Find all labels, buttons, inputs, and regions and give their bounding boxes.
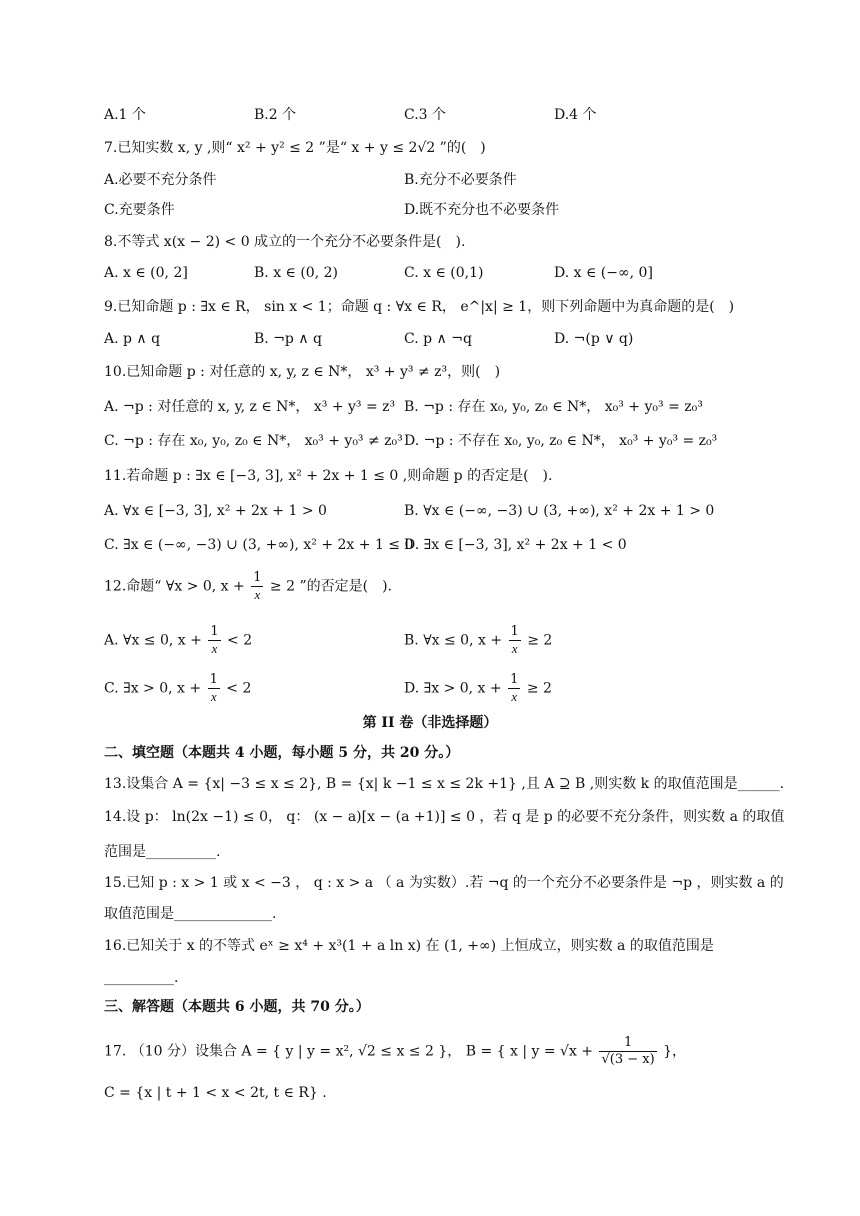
q17-pre: 17. （10 分）设集合 A = { y | y = x², √2 ≤ x ≤ 2 }， B = { x | y = √x + (104, 1043, 598, 1060)
q16-line1: 16.已知关于 x 的不等式 eˣ ≥ x⁴ + x³(1 + a ln x) 在 (1, +∞) 上恒成立，则实数 a 的取值范围是 (104, 938, 714, 954)
q12-option-c-num: 1 (209, 672, 218, 687)
q8-option-a: A. x ∈ (0, 2] (104, 265, 188, 281)
q10-option-c: C. ¬p : 存在 x₀, y₀, z₀ ∈ N*， x₀³ + y₀³ ≠ z₀³ (104, 433, 403, 449)
q6-option-d: D.4 个 (554, 107, 597, 123)
q10-stem: 10.已知命题 p : 对任意的 x, y, z ∈ N*， x³ + y³ ≠ z³，则( ) (104, 364, 501, 380)
q12-option-a-post: < 2 (222, 632, 253, 649)
q12-stem-pre: 12.命题“ ∀x > 0, x + (104, 578, 250, 595)
q11-option-b: B. ∀x ∈ (−∞, −3) ∪ (3, +∞), x² + 2x + 1 > 0 (404, 503, 715, 519)
q12-option-d-fraction (508, 672, 520, 705)
q12-option-b-post: ≥ 2 (522, 632, 553, 649)
q12-option-c-pre: C. ∃x > 0, x + (104, 680, 206, 697)
q17-frac-den: √(3 − x) (601, 1052, 655, 1067)
q12-option-a-pre: A. ∀x ≤ 0, x + (104, 632, 207, 649)
q12-option-b (404, 624, 552, 657)
q12-option-c (104, 672, 251, 705)
q17-fraction (599, 1035, 656, 1068)
q12-frac-num: 1 (253, 570, 262, 585)
q9-option-b: B. ¬p ∧ q (254, 331, 322, 347)
q17-frac-num: 1 (599, 1035, 656, 1052)
q13: 13.设集合 A = {x| −3 ≤ x ≤ 2}, B = {x| k −1 ≤ x ≤ 2k +1} ,且 A ⊇ B ,则实数 k 的取值范围是______. (104, 776, 785, 792)
q15-line1: 15.已知 p : x > 1 或 x < −3 ， q : x > a （ a 为实数）.若 ¬q 的一个充分不必要条件是 ¬p ，则实数 a 的 (104, 875, 784, 891)
q8-option-b: B. x ∈ (0, 2) (254, 265, 338, 281)
q11-option-a: A. ∀x ∈ [−3, 3], x² + 2x + 1 > 0 (104, 503, 327, 519)
q12-option-a (104, 624, 252, 657)
q9-option-c: C. p ∧ ¬q (404, 331, 472, 347)
q9-stem: 9.已知命题 p : ∃x ∈ R， sin x < 1；命题 q : ∀x ∈ R， e^|x| ≥ 1，则下列命题中为真命题的是( ) (104, 299, 735, 315)
q12-option-b-pre: B. ∀x ≤ 0, x + (404, 632, 507, 649)
q15-line2: 取值范围是______________. (104, 906, 277, 922)
q12-frac-den: x (254, 587, 261, 602)
q12-option-d-den: x (511, 689, 518, 704)
q11-option-c: C. ∃x ∈ (−∞, −3) ∪ (3, +∞), x² + 2x + 1 ≤ 0 (104, 537, 414, 553)
q12-option-c-fraction (208, 672, 220, 705)
q6-option-b: B.2 个 (254, 107, 297, 123)
q12-option-d (404, 672, 552, 705)
q7-option-b: B.充分不必要条件 (404, 172, 517, 188)
q12-option-c-den: x (210, 689, 217, 704)
q12-stem-post: ≥ 2 ”的否定是( ). (265, 578, 392, 595)
q11-option-d: D. ∃x ∈ [−3, 3], x² + 2x + 1 < 0 (404, 537, 627, 553)
q12-option-b-fraction (509, 624, 521, 657)
q17-line1 (104, 1035, 686, 1068)
q12-option-d-num: 1 (510, 672, 519, 687)
q12-fraction (251, 570, 263, 603)
q9-option-d: D. ¬(p ∨ q) (554, 331, 634, 347)
q17-line2: C = {x | t + 1 < x < 2t, t ∈ R} . (104, 1085, 327, 1101)
section2-title: 二、填空题（本题共 4 小题，每小题 5 分，共 20 分。） (104, 745, 460, 761)
section3-title: 三、解答题（本题共 6 小题，共 70 分。） (104, 999, 370, 1015)
q7-option-d: D.既不充分也不必要条件 (404, 202, 560, 218)
q7-option-a: A.必要不充分条件 (104, 172, 217, 188)
q14-line1: 14.设 p： ln(2x −1) ≤ 0， q： (x − a)[x − (a +1)] ≤ 0 ，若 q 是 p 的必要不充分条件，则实数 a 的取值 (104, 809, 785, 825)
q12-option-a-den: x (211, 641, 218, 656)
q14-line2: 范围是__________. (104, 844, 221, 860)
q10-option-d: D. ¬p : 不存在 x₀, y₀, z₀ ∈ N*， x₀³ + y₀³ = z₀³ (404, 433, 718, 449)
q7-stem: 7.已知实数 x, y ,则“ x² + y² ≤ 2 ”是“ x + y ≤ 2√2 ”的( ) (104, 140, 486, 156)
q11-stem: 11.若命题 p : ∃x ∈ [−3, 3], x² + 2x + 1 ≤ 0 ,则命题 p 的否定是( ). (104, 468, 553, 484)
q6-option-a: A.1 个 (104, 107, 146, 123)
q12-option-b-den: x (511, 641, 518, 656)
q12-stem (104, 570, 392, 603)
q12-option-d-post: ≥ 2 (522, 680, 552, 697)
q8-stem: 8.不等式 x(x − 2) < 0 成立的一个充分不必要条件是( ). (104, 234, 466, 250)
part2-title: 第 II 卷（非选择题） (362, 715, 498, 731)
q17-post: }， (658, 1043, 687, 1060)
q16-line2: __________. (104, 970, 179, 986)
q9-option-a: A. p ∧ q (104, 331, 161, 347)
q12-option-b-num: 1 (510, 624, 519, 639)
q12-option-a-num: 1 (210, 624, 219, 639)
q12-option-c-post: < 2 (221, 680, 252, 697)
q12-option-d-pre: D. ∃x > 0, x + (404, 680, 507, 697)
q8-option-c: C. x ∈ (0,1) (404, 265, 484, 281)
q12-option-a-fraction (208, 624, 220, 657)
q8-option-d: D. x ∈ (−∞, 0] (554, 265, 653, 281)
q10-option-a: A. ¬p : 对任意的 x, y, z ∈ N*， x³ + y³ = z³ (104, 399, 396, 415)
q6-option-c: C.3 个 (404, 107, 447, 123)
q7-option-c: C.充要条件 (104, 202, 175, 218)
q10-option-b: B. ¬p : 存在 x₀, y₀, z₀ ∈ N*， x₀³ + y₀³ = z₀³ (404, 399, 703, 415)
